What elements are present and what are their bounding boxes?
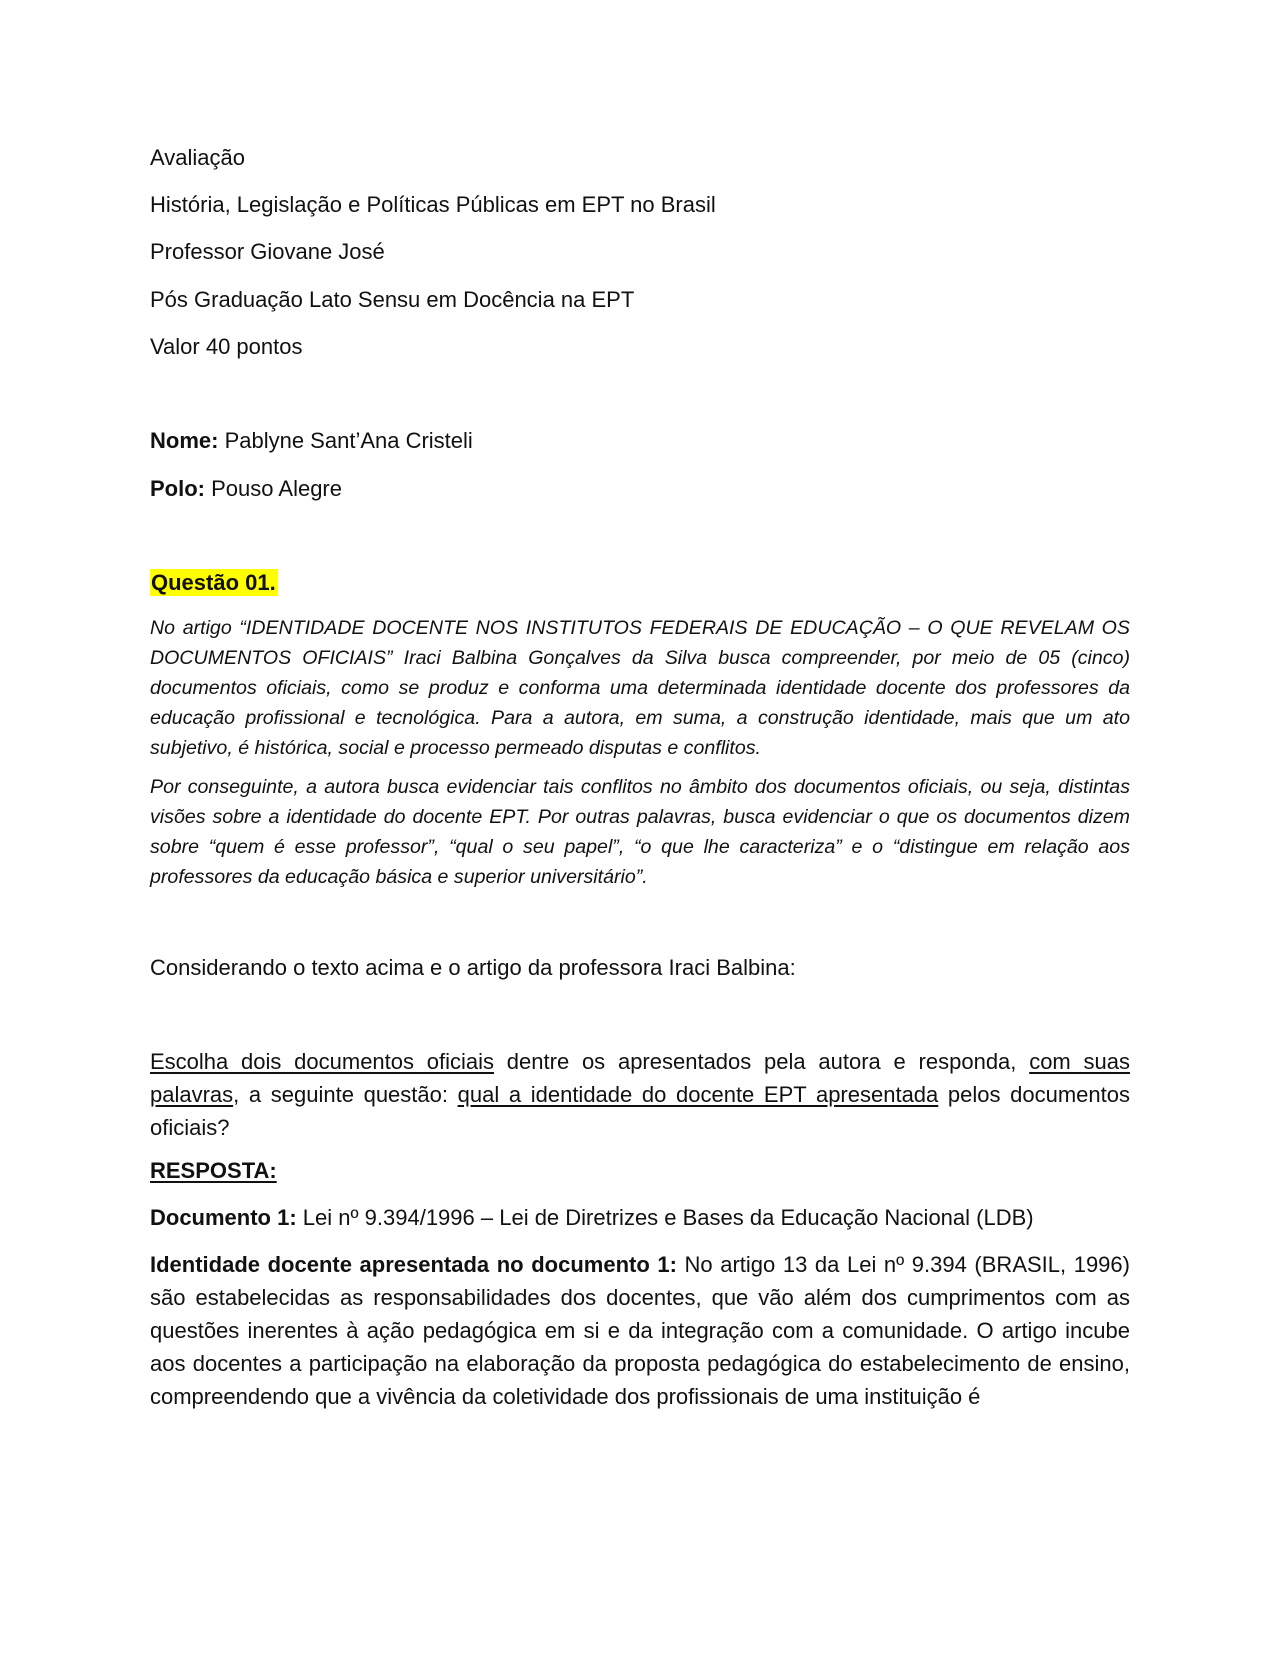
header-course: História, Legislação e Políticas Públicas em EPT no Brasil (150, 192, 716, 217)
prompt-underline-3: qual a identidade do docente EPT apresentada (457, 1082, 939, 1107)
question-consider: Considerando o texto acima e o artigo da professora Iraci Balbina: (150, 955, 796, 980)
header-professor: Professor Giovane José (150, 239, 385, 264)
question-title (150, 570, 278, 596)
answer-label-text: RESPOSTA: (150, 1158, 277, 1183)
question-paragraph-2: Por conseguinte, a autora busca evidenciar tais conflitos no âmbito dos documentos oficiais, ou seja, distintas visões sobre a identidade do docente EPT. Por outras palavras, busca evidenciar o que os documentos dizem sobre “quem é esse professor”, “qual o seu papel”, “o que lhe caracteriza” e o “distingue em relação aos professores da educação básica e superior universitário”. (150, 776, 1130, 888)
prompt-underline-2: com suas palavras (150, 1049, 1130, 1107)
header-title: Avaliação (150, 145, 245, 170)
question-title-highlight: Questão 01. (151, 570, 276, 595)
doc1-value: Lei nº 9.394/1996 – Lei de Diretrizes e Bases da Educação Nacional (LDB) (296, 1205, 1034, 1230)
header-value: Valor 40 pontos (150, 334, 303, 359)
name-label: Nome: (150, 428, 219, 453)
student-polo (150, 476, 342, 502)
question-prompt (150, 1045, 1130, 1144)
answer-identity-paragraph (150, 1248, 1130, 1413)
doc1-label: Documento 1: (150, 1205, 297, 1230)
identity-text: No artigo 13 da Lei nº 9.394 (BRASIL, 1996) são estabelecidas as responsabilidades dos docentes, que vão além dos cumprimentos com as questões inerentes à ação pedagógica em si e da integração com a comunidade. O artigo incube aos docentes a participação na elaboração da proposta pedagógica do estabelecimento de ensino, compreendendo que a vivência da coletividade dos profissionais de uma instituição é (150, 1252, 1130, 1409)
prompt-text-2: , a seguinte questão: (233, 1082, 458, 1107)
header-program: Pós Graduação Lato Sensu em Docência na EPT (150, 287, 635, 312)
polo-value: Pouso Alegre (205, 476, 342, 501)
identity-label: Identidade docente apresentada no documento 1: (150, 1252, 677, 1277)
answer-label (150, 1158, 277, 1184)
prompt-text-1: dentre os apresentados pela autora e responda, (494, 1049, 1030, 1074)
prompt-text-3: pelos documentos oficiais? (150, 1082, 1130, 1140)
student-name (150, 428, 473, 454)
polo-label: Polo: (150, 476, 205, 501)
prompt-underline-1: Escolha dois documentos oficiais (150, 1049, 495, 1074)
name-value: Pablyne Sant’Ana Cristeli (218, 428, 473, 453)
question-paragraph-1: No artigo “IDENTIDADE DOCENTE NOS INSTITUTOS FEDERAIS DE EDUCAÇÃO – O QUE REVELAM OS DOCUMENTOS OFICIAIS” Iraci Balbina Gonçalves da Silva busca compreender, por meio de 05 (cinco) documentos oficiais, como se produz e conforma uma determinada identidade docente dos professores da educação profissional e tecnológica. Para a autora, em suma, a construção identidade, mais que um ato subjetivo, é histórica, social e processo permeado disputas e conflitos. (150, 617, 1130, 759)
answer-doc1 (150, 1205, 1034, 1231)
